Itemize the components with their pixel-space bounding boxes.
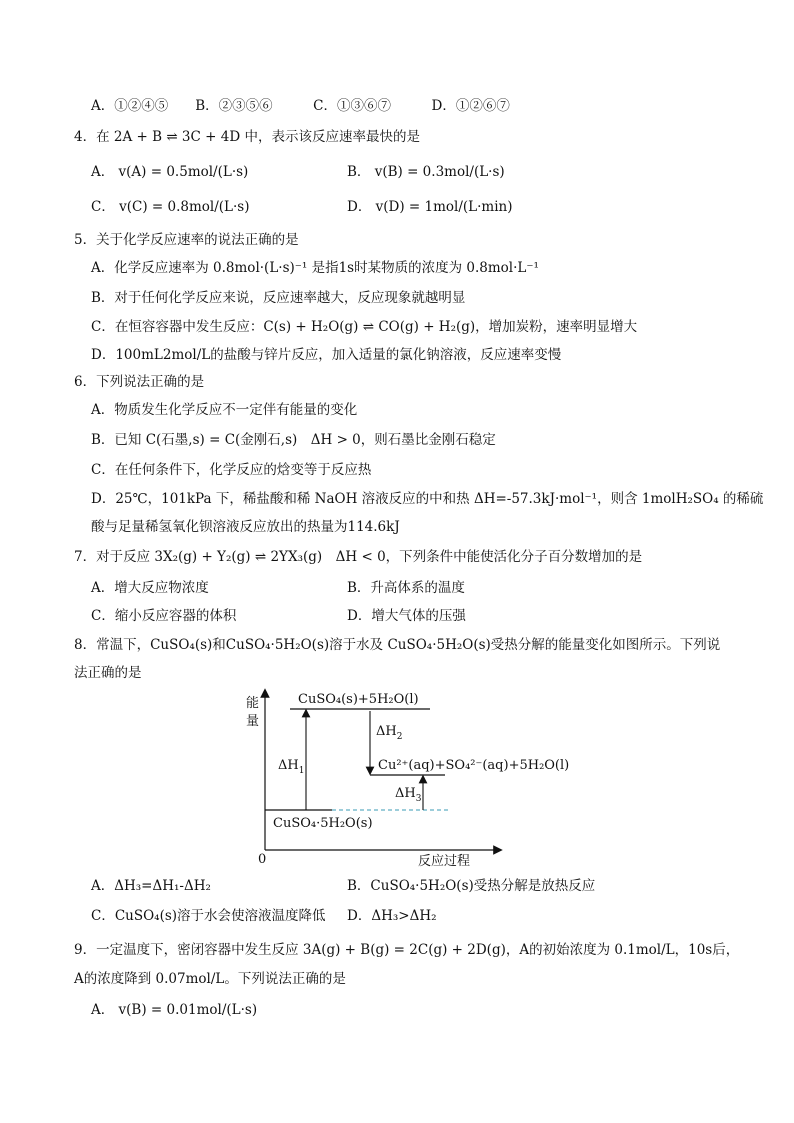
y-axis-label-1: 能 [246,696,260,711]
dh2-label: $\Delta H_2$ [376,724,403,742]
text-line-l23: 9．一定温度下，密闭容器中发生反应 3A(g) + B(g) = 2C(g) + 2D(g)，A的初始浓度为 0.1mol/L，10s后， [74,942,740,958]
text-line-l18a: C．缩小反应容器的体积 [91,608,237,624]
x-axis-label: 反应过程 [418,854,471,869]
text-line-l4a: C． v(C) = 0.8mol/(L·s) [91,199,250,215]
mid-level-label: Cu²⁺(aq)+SO₄²⁻(aq)+5H₂O(l) [378,758,570,773]
text-line-l5: 5．关于化学反应速率的说法正确的是 [74,232,299,248]
text-line-l2: 4．在 2A + B ⇌ 3C + 4D 中，表示该反应速率最快的是 [74,129,420,145]
text-line-l3b: B． v(B) = 0.3mol/(L·s) [347,164,505,180]
text-line-l9: D．100mL2mol/L的盐酸与锌片反应，加入适量的氯化钠溶液，反应速率变慢 [91,347,562,363]
text-line-l6: A．化学反应速率为 0.8mol·(L·s)⁻¹ 是指1s时某物质的浓度为 0.8mol·L⁻¹ [91,260,539,276]
text-line-l12: B．已知 C(石墨,s) = C(金刚石,s) ΔH > 0，则石墨比金刚石稳定 [91,432,496,448]
text-line-l1: A．①②④⑤ B．②③⑤⑥ C．①③⑥⑦ D．①②⑥⑦ [91,98,510,114]
text-line-l13: C．在任何条件下，化学反应的焓变等于反应热 [91,462,372,478]
text-line-l20: 法正确的是 [74,665,142,681]
text-line-l22b: D．ΔH₃>ΔH₂ [347,908,437,924]
text-line-l3a: A． v(A) = 0.5mol/(L·s) [91,164,249,180]
text-line-l18b: D．增大气体的压强 [347,608,466,624]
text-line-l15: 酸与足量稀氢氧化钡溶液反应放出的热量为114.6kJ [91,519,400,535]
dh3-label: $\Delta H_3$ [395,786,422,804]
text-line-l19: 8．常温下，CuSO₄(s)和CuSO₄·5H₂O(s)溶于水及 CuSO₄·5H₂O(s)受热分解的能量变化如图所示。下列说 [74,637,721,653]
text-line-l21a: A．ΔH₃=ΔH₁-ΔH₂ [91,878,211,894]
text-line-l22a: C．CuSO₄(s)溶于水会使溶液温度降低 [91,908,326,924]
text-line-l17b: B．升高体系的温度 [347,580,465,596]
energy-diagram [240,685,570,870]
energy-diagram-svg [240,685,570,870]
text-line-l21b: B．CuSO₄·5H₂O(s)受热分解是放热反应 [347,878,596,894]
text-line-l8: C．在恒容容器中发生反应：C(s) + H₂O(g) ⇌ CO(g) + H₂(g)，增加炭粉，速率明显增大 [91,319,638,335]
bottom-level-label: CuSO₄·5H₂O(s) [273,816,373,831]
y-axis-label-2: 量 [246,714,260,729]
text-line-l11: A．物质发生化学反应不一定伴有能量的变化 [91,402,358,418]
origin-label: 0 [258,852,267,867]
text-line-l17a: A．增大反应物浓度 [91,580,209,596]
text-line-l25: A． v(B) = 0.01mol/(L·s) [91,1002,258,1018]
text-line-l10: 6．下列说法正确的是 [74,374,205,390]
text-line-l24: A的浓度降到 0.07mol/L。下列说法正确的是 [74,971,346,987]
text-line-l16: 7．对于反应 3X₂(g) + Y₂(g) ⇌ 2YX₃(g) ΔH < 0，下列条件中能使活化分子百分数增加的是 [74,549,643,565]
text-line-l4b: D． v(D) = 1mol/(L·min) [347,199,513,215]
dh1-label: $\Delta H_1$ [278,758,305,776]
text-line-l14: D．25℃，101kPa 下，稀盐酸和稀 NaOH 溶液反应的中和热 ΔH=-57.3kJ·mol⁻¹，则含 1molH₂SO₄ 的稀硫 [91,491,764,507]
text-line-l7: B．对于任何化学反应来说，反应速率越大，反应现象就越明显 [91,290,466,306]
top-level-label: CuSO₄(s)+5H₂O(l) [298,692,419,707]
